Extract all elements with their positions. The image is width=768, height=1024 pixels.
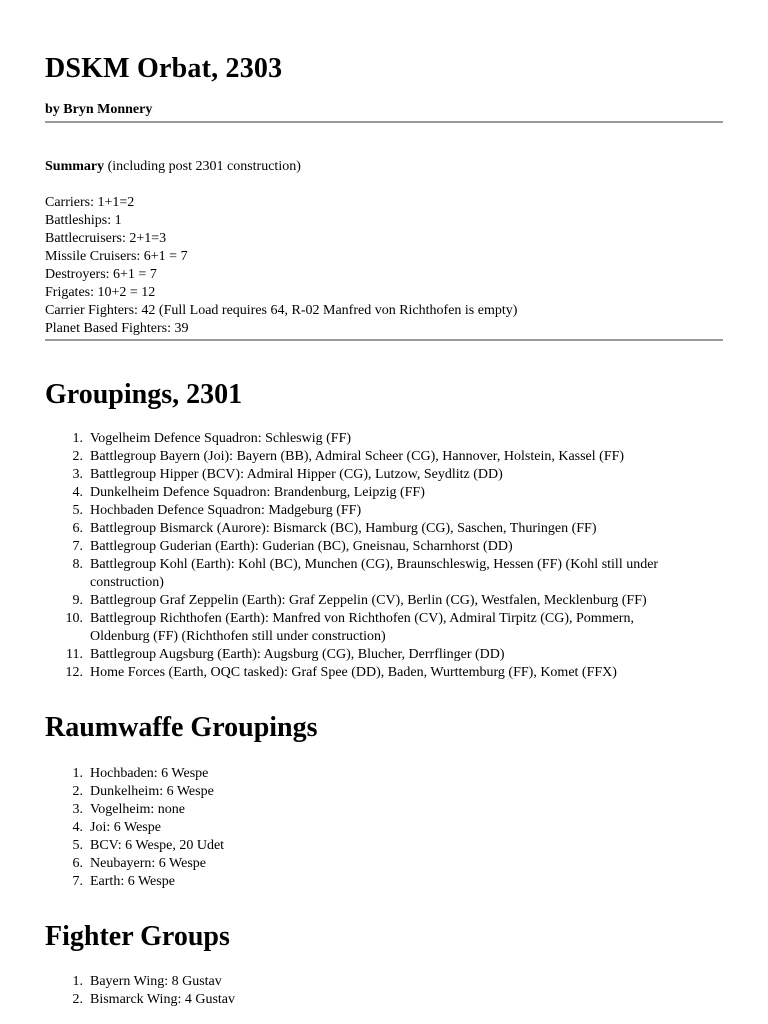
list-item-text: Dunkelheim Defence Squadron: Brandenburg, Leipzig (FF): [90, 485, 425, 500]
list-item-text: Vogelheim: none: [90, 802, 186, 817]
list-item-number: 12.: [65, 665, 83, 680]
list-item-text: Hochbaden Defence Squadron: Madgeburg (FF): [90, 503, 362, 518]
list-item-text: Battlegroup Augsburg (Earth): Augsburg (CG), Blucher, Derrflinger (DD): [90, 647, 505, 662]
list-item-text: Bismarck Wing: 4 Gustav: [90, 992, 235, 1007]
groupings-list: [45, 430, 723, 682]
list-item: [45, 783, 723, 801]
list-item-text: Bayern Wing: 8 Gustav: [90, 974, 222, 989]
list-item: [45, 538, 723, 556]
summary-line: Destroyers: 6+1 = 7: [45, 267, 157, 282]
list-item-number: 2.: [72, 449, 83, 464]
raumwaffe-heading: Raumwaffe Groupings: [45, 712, 318, 743]
summary-section: [45, 158, 723, 341]
list-item: [45, 873, 723, 891]
fighter-groups-heading: Fighter Groups: [45, 921, 230, 952]
list-item: [45, 556, 723, 592]
list-item-number: 1.: [72, 766, 83, 781]
list-item-number: 8.: [72, 557, 83, 572]
author-byline: by Bryn Monnery: [45, 85, 723, 123]
list-item-number: 5.: [72, 838, 83, 853]
summary-heading: [45, 158, 723, 176]
list-item: [45, 448, 723, 466]
list-item: [45, 991, 723, 1009]
list-item: [45, 765, 723, 783]
list-item-number: 4.: [72, 820, 83, 835]
list-item-number: 3.: [72, 467, 83, 482]
summary-note: (including post 2301 construction): [104, 159, 301, 174]
list-item-number: 11.: [66, 647, 83, 662]
list-item: [45, 466, 723, 484]
list-item: [45, 484, 723, 502]
summary-line: Planet Based Fighters: 39: [45, 321, 189, 336]
list-item: [45, 430, 723, 448]
list-item-text: Battlegroup Bismarck (Aurore): Bismarck (BC), Hamburg (CG), Saschen, Thuringen (FF): [90, 521, 597, 536]
list-item: [45, 520, 723, 538]
list-item-number: 10.: [65, 611, 83, 626]
list-item-text: Hochbaden: 6 Wespe: [90, 766, 209, 781]
list-item-number: 2.: [72, 784, 83, 799]
list-item-text: Vogelheim Defence Squadron: Schleswig (FF): [90, 431, 352, 446]
summary-line: Battleships: 1: [45, 213, 122, 228]
list-item-text: Battlegroup Graf Zeppelin (Earth): Graf Zeppelin (CV), Berlin (CG), Westfalen, Mecklenburg (FF): [90, 593, 647, 608]
list-item: [45, 502, 723, 520]
list-item: [45, 837, 723, 855]
list-item-text: construction): [90, 575, 164, 590]
list-item-number: 1.: [72, 974, 83, 989]
list-item: [45, 973, 723, 991]
fighter-groups-list: [45, 973, 723, 1009]
list-item: [45, 664, 723, 682]
list-item-text: Battlegroup Richthofen (Earth): Manfred von Richthofen (CV), Admiral Tirpitz (CG), Pommern,: [90, 611, 634, 626]
list-item-text: Neubayern: 6 Wespe: [90, 856, 207, 871]
list-item-text: Joi: 6 Wespe: [90, 820, 161, 835]
groupings-heading: Groupings, 2301: [45, 379, 243, 410]
list-item-text: Earth: 6 Wespe: [90, 874, 175, 889]
list-item-number: 5.: [72, 503, 83, 518]
list-item-number: 3.: [72, 802, 83, 817]
list-item: [45, 610, 723, 646]
list-item: [45, 819, 723, 837]
raumwaffe-list: [45, 765, 723, 891]
list-item: [45, 592, 723, 610]
summary-line: Frigates: 10+2 = 12: [45, 285, 156, 300]
summary-line: Carrier Fighters: 42 (Full Load requires 64, R-02 Manfred von Richthofen is empty): [45, 303, 518, 318]
list-item-text: Oldenburg (FF) (Richthofen still under construction): [90, 629, 386, 644]
list-item-number: 1.: [72, 431, 83, 446]
list-item-text: Dunkelheim: 6 Wespe: [90, 784, 214, 799]
summary-label: Summary: [45, 159, 105, 174]
list-item-number: 2.: [72, 992, 83, 1007]
list-item-number: 6.: [72, 521, 83, 536]
list-item-text: Battlegroup Bayern (Joi): Bayern (BB), Admiral Scheer (CG), Hannover, Holstein, Kassel (FF): [90, 449, 625, 464]
list-item-number: 9.: [72, 593, 83, 608]
list-item: [45, 801, 723, 819]
list-item-text: Battlegroup Kohl (Earth): Kohl (BC), Munchen (CG), Braunschleswig, Hessen (FF) (Kohl still under: [90, 557, 659, 572]
summary-line: Carriers: 1+1=2: [45, 195, 135, 210]
list-item-number: 7.: [72, 874, 83, 889]
list-item-number: 4.: [72, 485, 83, 500]
document-title: DSKM Orbat, 2303: [45, 53, 283, 84]
list-item-text: Battlegroup Guderian (Earth): Guderian (BC), Gneisnau, Scharnhorst (DD): [90, 539, 513, 554]
list-item-text: Home Forces (Earth, OQC tasked): Graf Spee (DD), Baden, Wurttemburg (FF), Komet (FFX): [90, 665, 617, 680]
list-item-text: BCV: 6 Wespe, 20 Udet: [90, 838, 225, 853]
list-item-number: 7.: [72, 539, 83, 554]
summary-line: Missile Cruisers: 6+1 = 7: [45, 249, 188, 264]
list-item: [45, 646, 723, 664]
list-item-text: Battlegroup Hipper (BCV): Admiral Hipper (CG), Lutzow, Seydlitz (DD): [90, 467, 503, 482]
summary-line: Battlecruisers: 2+1=3: [45, 231, 167, 246]
list-item-number: 6.: [72, 856, 83, 871]
list-item: [45, 855, 723, 873]
